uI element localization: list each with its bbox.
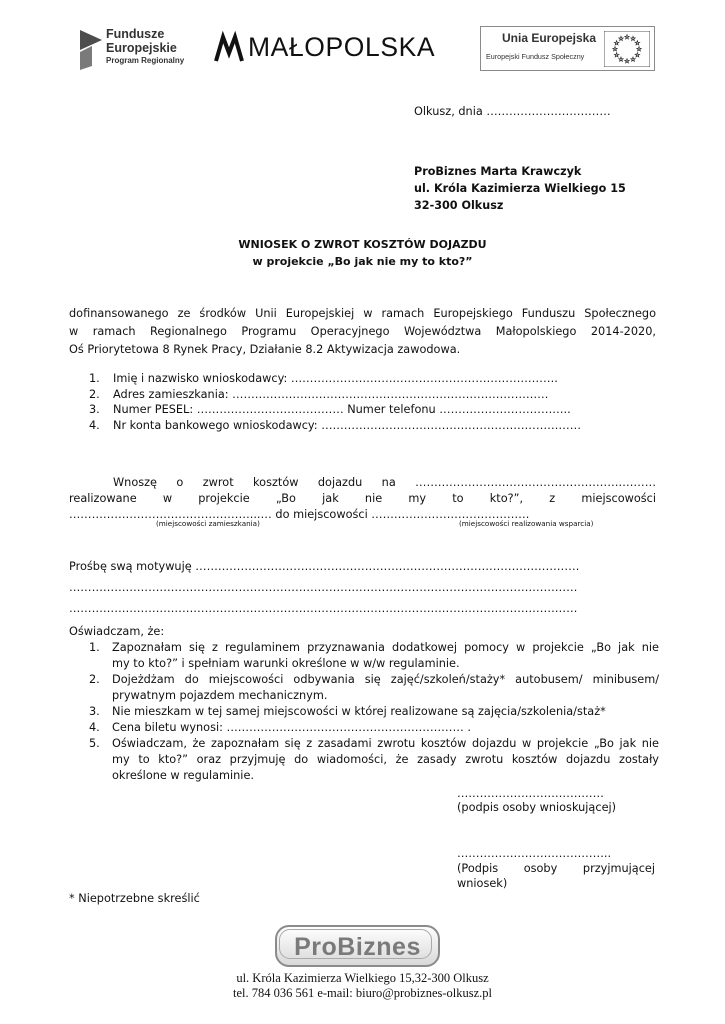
declaration-item: 1. Zapoznałam się z regulaminem przyznawania dodatkowej pomocy w projekcie „Bo jak nie my to kto?” i spełniam warunki określone w w/w regulaminie. bbox=[89, 641, 659, 670]
applicant-fields bbox=[69, 371, 659, 433]
fe-line3: Program Regionalny bbox=[106, 56, 185, 65]
malopolska-name: MAŁOPOLSKA bbox=[248, 32, 436, 62]
field-name[interactable]: 1. Imię i nazwisko wnioskodawcy: ……………………….……………………………………. bbox=[89, 372, 558, 385]
declaration-item: 4. Cena biletu wynosi: ……………………………………………………… . bbox=[89, 721, 471, 734]
receiver-signature-label1: (Podpis osoby przyjmującej bbox=[457, 862, 655, 875]
footnote: * Niepotrzebne skreślić bbox=[69, 892, 200, 905]
field-bank-account[interactable]: 4. Nr konta bankowego wnioskodawcy: …………………………………………………………… bbox=[89, 418, 582, 432]
intro-line3: Oś Priorytetowa 8 Rynek Pracy, Działanie 8.2 Aktywizacja zawodowa. bbox=[69, 343, 461, 356]
eu-flag-icon bbox=[604, 31, 650, 67]
request-line3[interactable]: …………………………………………...… do miejscowości …………………………………… bbox=[69, 508, 530, 521]
recipient-city: 32-300 Olkusz bbox=[414, 199, 504, 212]
fe-line1: Fundusze bbox=[106, 27, 165, 41]
ue-line2: Europejski Fundusz Społeczny bbox=[486, 52, 585, 61]
declaration-item: 3. Nie mieszkam w tej samej miejscowości w której realizowane są zajęcia/szkolenia/staż* bbox=[89, 705, 606, 718]
place-date: Olkusz, dnia …………………………… bbox=[414, 105, 611, 118]
fe-star-icon bbox=[78, 26, 104, 70]
probiznes-brand: ProBiznes bbox=[294, 933, 421, 961]
declaration-item: 5. Oświadczam, że zapoznałam się z zasadami zwrotu kosztów dojazdu w projekcie „Bo jak nie my to kto?” oraz przyjmuję do wiadomości, że zasady zwrotu kosztów dojazdu zostały określone w regulaminie. bbox=[89, 737, 659, 782]
ue-line1: Unia Europejska bbox=[502, 31, 597, 45]
title-line1: WNIOSEK O ZWROT KOSZTÓW DOJAZDU bbox=[238, 238, 487, 251]
receiver-signature-label2: wniosek) bbox=[457, 877, 508, 890]
request-line2: realizowane w projekcie „Bo jak nie my to kto?”, z miejscowości bbox=[69, 492, 656, 505]
recipient-street: ul. Króla Kazimierza Wielkiego 15 bbox=[414, 182, 626, 195]
receiver-signature-line[interactable]: ………………………………….. bbox=[457, 847, 612, 860]
applicant-signature-label: (podpis osoby wnioskującej) bbox=[457, 801, 617, 814]
page-title bbox=[0, 236, 725, 270]
motivation-line2[interactable]: ……………………………………………………………………………………………………………………… bbox=[69, 581, 578, 594]
recipient-block bbox=[414, 163, 626, 214]
declaration-list bbox=[69, 640, 659, 784]
hint-from: (miejscowości zamieszkania) bbox=[156, 519, 260, 528]
unia-europejska-logo bbox=[480, 26, 655, 71]
request-line1[interactable]: Wnoszę o zwrot kosztów dojazdu na ……………………………………………….……… bbox=[113, 476, 656, 489]
intro-line1: dofinansowanego ze środków Unii Europejskiej w ramach Europejskiego Funduszu Społecznego bbox=[69, 307, 656, 320]
applicant-signature-line[interactable]: ………………………………… bbox=[457, 787, 604, 800]
declaration-heading: Oświadczam, że: bbox=[69, 625, 165, 638]
field-pesel-phone[interactable]: 3. Numer PESEL: ………………………………… Numer telefonu …………………………….. bbox=[89, 403, 571, 416]
footer-address: ul. Króla Kazimierza Wielkiego 15,32-300 Olkusz bbox=[236, 971, 489, 985]
motivation-line1[interactable]: Prośbę swą motywuję ………………………………………………………………………………………… bbox=[69, 560, 580, 573]
fundusze-europejskie-logo bbox=[78, 26, 196, 70]
recipient-name: ProBiznes Marta Krawczyk bbox=[414, 165, 582, 178]
malopolska-mark-icon bbox=[214, 31, 244, 65]
motivation-line3[interactable]: ……………………………………………………………………………………………………………………… bbox=[69, 602, 578, 615]
intro-line2: w ramach Regionalnego Programu Operacyjnego Województwa Małopolskiego 2014-2020, bbox=[69, 325, 656, 338]
probiznes-logo bbox=[275, 925, 440, 967]
field-address[interactable]: 2. Adres zamieszkania: ………………………………………………………………………… bbox=[89, 387, 549, 401]
footer-contact: tel. 784 036 561 e-mail: biuro@probiznes-olkusz.pl bbox=[232, 986, 493, 1000]
hint-to: (miejscowości realizowania wsparcia) bbox=[459, 519, 594, 528]
fe-line2: Europejskie bbox=[106, 41, 177, 55]
declaration-item: 2. Dojeżdżam do miejscowości odbywania się zajęć/szkoleń/staży* autobusem/ minibusem/ prywatnym pojazdem mechanicznym. bbox=[89, 673, 659, 702]
title-line2: w projekcie „Bo jak nie my to kto?” bbox=[252, 255, 473, 268]
